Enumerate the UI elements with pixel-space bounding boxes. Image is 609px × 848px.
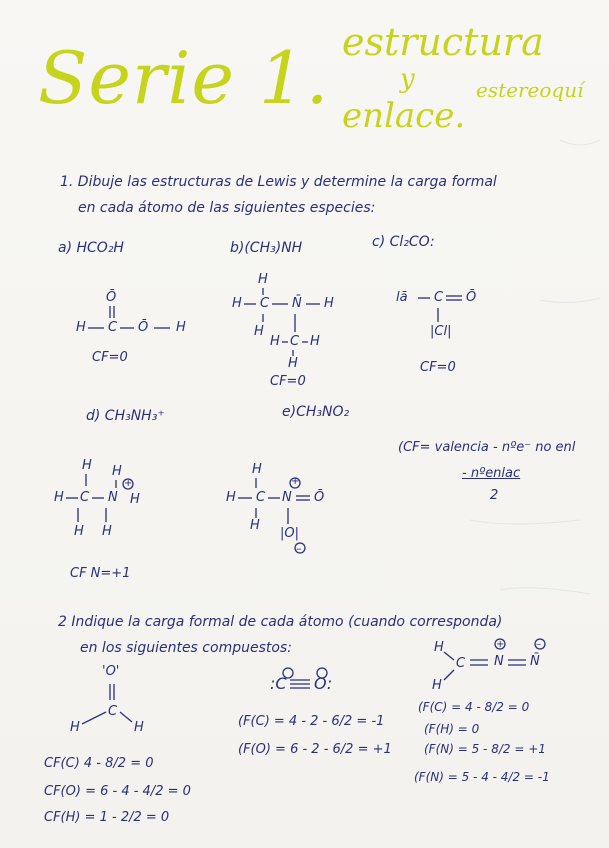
atom-h-right: H xyxy=(134,720,144,735)
q2-eq-right-3: (F(N) = 5 - 8/2 = +1 xyxy=(424,742,546,756)
formal-charge-formula-line-2: - nºenlac xyxy=(462,466,521,481)
q1-statement-line-1: 1. Dibuje las estructuras de Lewis y determine la carga formal xyxy=(60,174,497,190)
atom-h-bottom-right: H xyxy=(102,524,112,539)
subtitle-enlace: enlace. xyxy=(342,96,466,136)
page-title: Serie 1. xyxy=(38,36,330,120)
formal-charge-formula-line-3: 2 xyxy=(490,488,499,503)
atom-h-top: H xyxy=(252,462,262,477)
atom-h-lower-left: H xyxy=(270,334,280,349)
subtitle-estructura: estructura xyxy=(342,20,544,64)
atom-c: C xyxy=(108,704,118,719)
atom-h-right: H xyxy=(176,320,186,335)
atom-h-bottom: H xyxy=(432,678,442,693)
atom-h-left: H xyxy=(70,720,80,735)
q2-statement-line-1: 2 Indique la carga formal de cada átomo (cuando corresponda) xyxy=(58,614,503,630)
atom-h-left: H xyxy=(54,490,64,505)
q1-c-cf: CF=0 xyxy=(420,360,456,375)
atom-n: N xyxy=(282,490,292,505)
minus-charge: – xyxy=(296,542,302,555)
q1-c-label: c) Cl₂CO: xyxy=(372,234,435,250)
atom-h-right: H xyxy=(324,296,334,311)
q2-eq-right-2: (F(H) = 0 xyxy=(424,722,480,736)
atom-h-top: H xyxy=(258,272,268,287)
atom-o: Ō xyxy=(466,290,477,305)
atom-h-right: H xyxy=(130,492,140,507)
atom-c: C xyxy=(456,656,466,671)
atom-n-end: N̄ xyxy=(530,654,540,669)
atom-h-top: H xyxy=(434,640,444,655)
atom-n: N xyxy=(108,490,118,505)
q2-eq-left-2: CF(O) = 6 - 4 - 4/2 = 0 xyxy=(44,784,191,799)
atom-o-right: Ō xyxy=(314,490,325,505)
q1-d-cf: CF N=+1 xyxy=(70,566,131,581)
atom-cl-left: lā xyxy=(396,290,408,305)
plus-charge: + xyxy=(496,639,505,650)
q1-b-label: b)(CH₃)NH xyxy=(230,240,303,256)
atom-c: C xyxy=(108,320,118,335)
atom-o: O: xyxy=(314,674,333,693)
q1-b-cf: CF=0 xyxy=(270,374,306,389)
atom-c: :C xyxy=(270,674,287,693)
atom-h-bottom: H xyxy=(250,518,260,533)
q2-eq-right-4: (F(N) = 5 - 4 - 4/2 = -1 xyxy=(414,770,550,784)
q1-a-cf: CF=0 xyxy=(92,350,128,365)
atom-h-bottom-left: H xyxy=(254,324,264,339)
atom-h-lower-right: H xyxy=(310,334,320,349)
atom-o-mid: Ō xyxy=(138,320,149,335)
atom-c: C xyxy=(256,490,266,505)
q1-e-label: e)CH₃NO₂ xyxy=(282,404,350,420)
atom-h-top-left: H xyxy=(82,458,92,473)
atom-cl-bottom: |Cl| xyxy=(430,324,452,339)
atom-c-lower: C xyxy=(290,334,300,349)
atom-o-top: Ō xyxy=(106,290,117,305)
q2-statement-line-2: en los siguientes compuestos: xyxy=(80,640,292,656)
q1-d-label: d) CH₃NH₃⁺ xyxy=(86,408,165,424)
atom-h-left: H xyxy=(76,320,86,335)
plus-charge: + xyxy=(291,476,300,487)
atom-h-left: H xyxy=(232,296,242,311)
atom-c: C xyxy=(434,290,444,305)
atom-o: 'O' xyxy=(102,664,120,679)
atom-h-bottom-left: H xyxy=(74,524,84,539)
atom-h-left: H xyxy=(226,490,236,505)
q1-statement-line-2: en cada átomo de las siguientes especies: xyxy=(78,200,376,216)
atom-c: C xyxy=(80,490,90,505)
q2-eq-left-3: CF(H) = 1 - 2/2 = 0 xyxy=(44,810,170,825)
q2-eq-left-1: CF(C) 4 - 8/2 = 0 xyxy=(44,756,154,771)
q2-eq-mid-1: (F(C) = 4 - 2 - 6/2 = -1 xyxy=(238,714,385,729)
plus-charge: + xyxy=(124,478,133,489)
formal-charge-formula-line-1: (CF= valencia - nºe⁻ no enl xyxy=(398,440,576,455)
q1-a-label: a) HCO₂H xyxy=(58,240,124,256)
subtitle-y: y xyxy=(400,64,415,94)
atom-h-lowest: H xyxy=(288,356,298,371)
q2-eq-mid-2: (F(O) = 6 - 2 - 6/2 = +1 xyxy=(238,742,392,757)
atom-n: N̄ xyxy=(292,296,302,311)
subtitle-estereoquimica: estereoquí xyxy=(476,78,584,102)
atom-o-bottom: |O| xyxy=(280,526,299,541)
atom-c: C xyxy=(260,296,270,311)
atom-h-top-right: H xyxy=(112,464,122,479)
minus-charge: – xyxy=(536,639,541,650)
q2-eq-right-1: (F(C) = 4 - 8/2 = 0 xyxy=(418,700,530,714)
atom-n-mid: N xyxy=(494,654,504,669)
